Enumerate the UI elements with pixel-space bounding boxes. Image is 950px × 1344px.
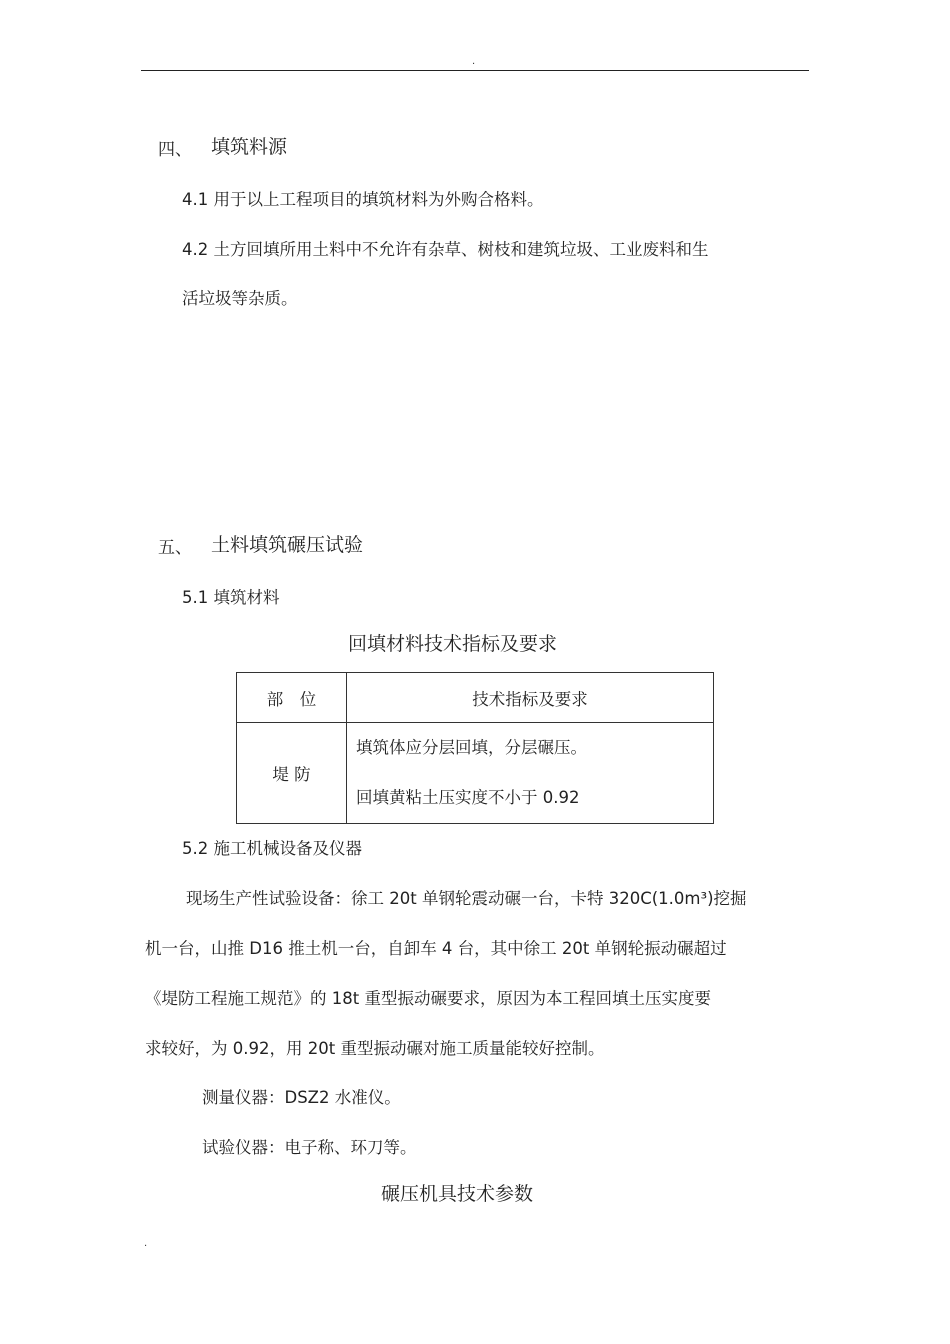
next-table-caption: 碾压机具技术参数: [381, 1183, 534, 1205]
table-row: [237, 723, 714, 824]
subsection-5-1: 5.1 填筑材料: [182, 588, 280, 607]
section-4-number: 四、: [158, 140, 192, 160]
subsection-5-2: 5.2 施工机械设备及仪器: [182, 839, 362, 858]
paragraph-line-3: 《堤防工程施工规范》的 18t 重型振动碾要求，原因为本工程回填土压实度要: [145, 989, 711, 1008]
footer-mark: .: [144, 1238, 148, 1249]
section-4-item-2: 4.2 土方回填所用土料中不允许有杂草、树枝和建筑垃圾、工业废料和生: [182, 240, 709, 259]
paragraph-line-4: 求较好，为 0.92，用 20t 重型振动碾对施工质量能较好控制。: [145, 1039, 605, 1058]
header-mark: .: [472, 56, 476, 67]
spec-table: [236, 672, 714, 824]
section-5-title: 土料填筑碾压试验: [211, 534, 364, 556]
test-instruments: 试验仪器：电子称、环刀等。: [202, 1138, 417, 1157]
section-5-number: 五、: [158, 538, 192, 558]
requirement-line: 填筑体应分层回填，分层碾压。: [356, 738, 587, 757]
header-rule: [141, 70, 809, 71]
table-header-part: 部 位: [237, 673, 347, 723]
requirement-line: 回填黄粘土压实度不小于 0.92: [356, 788, 580, 807]
table-cell-requirements: [347, 723, 714, 824]
paragraph-line-1: 现场生产性试验设备：徐工 20t 单钢轮震动碾一台，卡特 320C(1.0m³)挖掘: [186, 889, 747, 908]
survey-instruments: 测量仪器：DSZ2 水准仪。: [202, 1088, 401, 1107]
section-4-title: 填筑料源: [211, 136, 288, 158]
table-header-requirements: 技术指标及要求: [347, 673, 714, 723]
table-caption: 回填材料技术指标及要求: [348, 633, 558, 655]
paragraph-line-2: 机一台，山推 D16 推土机一台，自卸车 4 台，其中徐工 20t 单钢轮振动碾超过: [145, 939, 727, 958]
table-cell-part: 堤 防: [237, 723, 347, 824]
section-4-item-2-cont: 活垃圾等杂质。: [182, 289, 298, 308]
table-header-row: [237, 673, 714, 723]
section-4-item-1: 4.1 用于以上工程项目的填筑材料为外购合格料。: [182, 190, 544, 209]
